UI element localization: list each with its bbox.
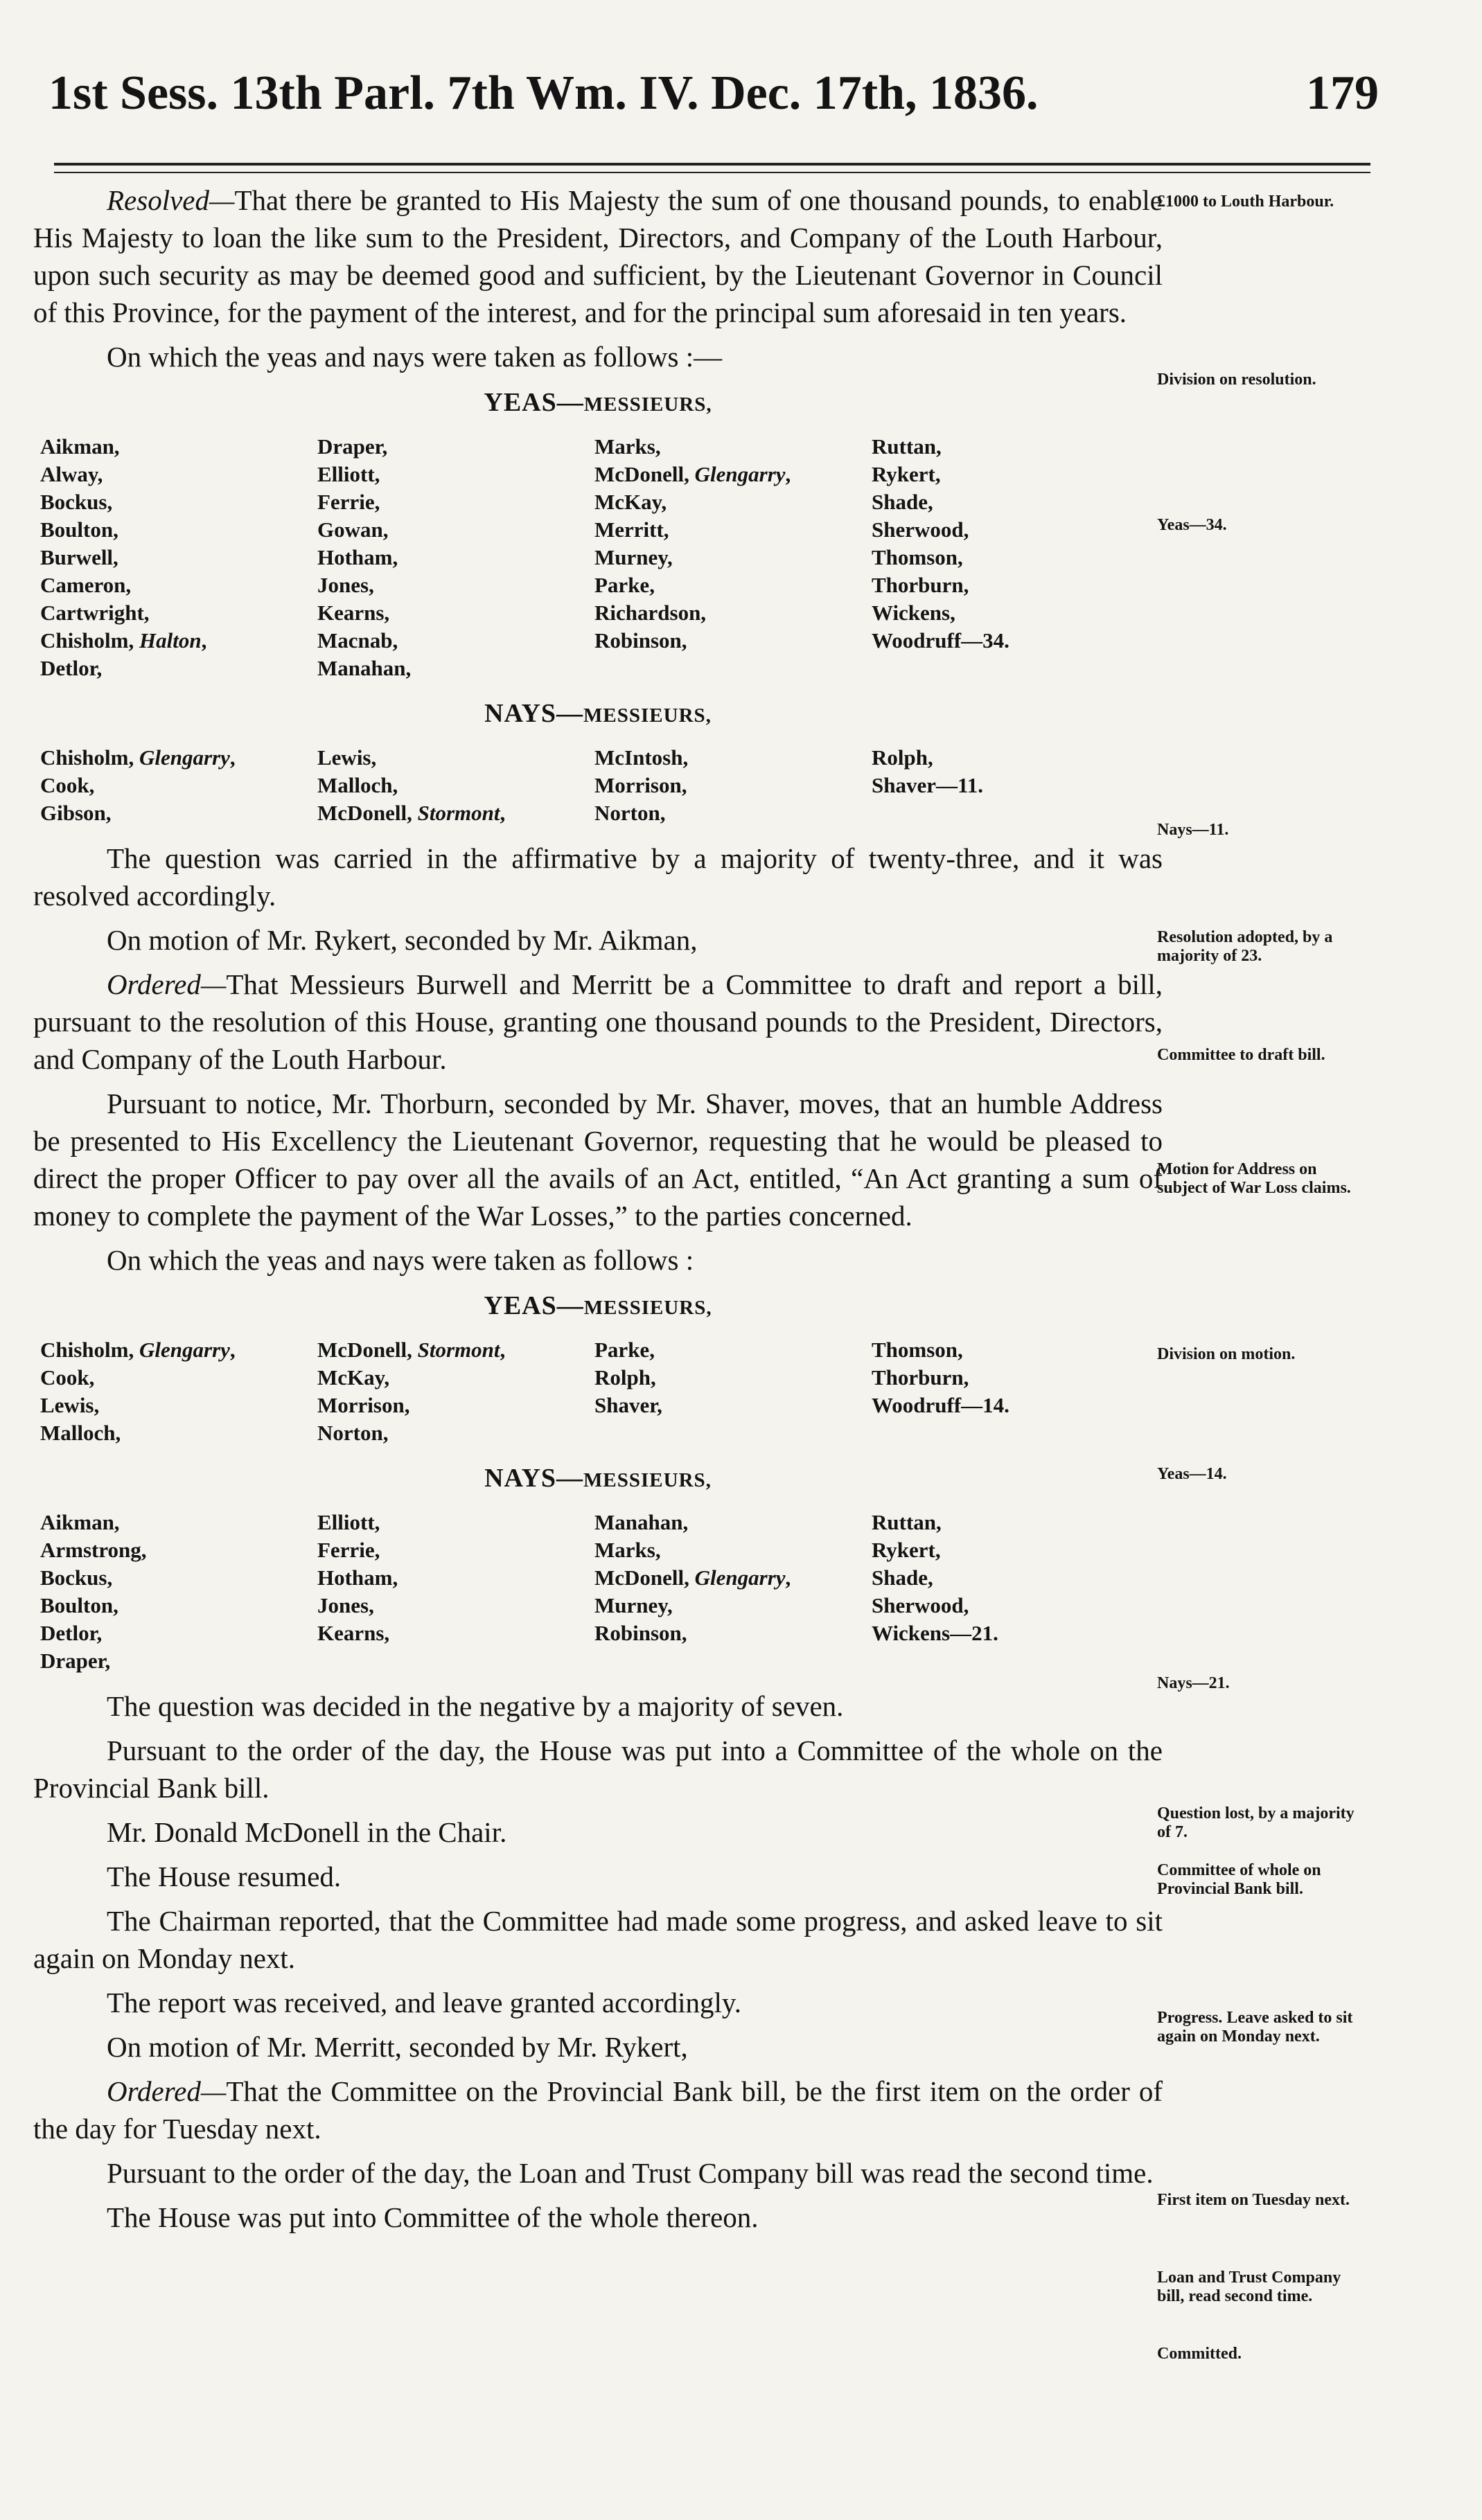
margin-note-division-motion: Division on motion.: [1157, 1345, 1296, 1363]
member-name: McDonell, Stormont,: [317, 1338, 506, 1362]
resumed-paragraph: The House resumed.: [107, 1861, 342, 1892]
member-name: Chisholm, Glengarry,: [40, 745, 236, 770]
member-name: Bockus,: [40, 1565, 113, 1590]
member-name: McDonell, Glengarry,: [594, 1565, 791, 1590]
member-name: [872, 799, 1149, 827]
name-row: [40, 1419, 1149, 1447]
member-name: Kearns,: [317, 1621, 390, 1645]
member-name: Burwell,: [40, 545, 118, 569]
body-text: [33, 181, 1163, 2243]
nays-heading-2: NAYS—MESSIEURS,: [484, 1464, 712, 1493]
name-row: [40, 544, 1149, 571]
margin-note-yeas-34: Yeas—34.: [1157, 516, 1227, 534]
name-row: [40, 433, 1149, 461]
member-name: Detlor,: [40, 1621, 103, 1645]
chair-paragraph: Mr. Donald McDonell in the Chair.: [107, 1816, 507, 1848]
margin-note-yeas-14: Yeas—14.: [1157, 1465, 1227, 1483]
name-row: [40, 772, 1149, 799]
ordered-paragraph-2: Ordered—That the Committee on the Provincial Bank bill, be the first item on the order of the day for Tuesday next.: [33, 2075, 1163, 2145]
member-name: [872, 1647, 1149, 1675]
member-name: Manahan,: [317, 656, 412, 680]
member-name: Shaver—11.: [872, 773, 984, 797]
margin-note-committed: Committed.: [1157, 2345, 1242, 2363]
report-received-paragraph: The report was received, and leave granted accordingly.: [107, 1987, 741, 2018]
motion-paragraph-1: On motion of Mr. Rykert, seconded by Mr. Aikman,: [107, 924, 698, 956]
margin-note-resolution-adopted: Resolution adopted, by a majority of 23.: [1157, 928, 1333, 965]
member-name: McDonell, Stormont,: [317, 801, 506, 825]
member-name: Ferrie,: [317, 1538, 380, 1562]
name-row: [40, 1592, 1149, 1620]
member-name: Hotham,: [317, 545, 398, 569]
margin-note-address-motion: Motion for Address on subject of War Loss claims.: [1157, 1160, 1351, 1197]
name-row: [40, 1509, 1149, 1536]
margin-note-committee-whole: Committee of whole on Provincial Bank bill.: [1157, 1861, 1321, 1898]
member-name: Cameron,: [40, 573, 132, 597]
margin-note-progress: Progress. Leave asked to sit again on Monday next.: [1157, 2009, 1353, 2046]
member-name: Macnab,: [317, 628, 398, 653]
member-name: Merritt,: [594, 517, 669, 542]
margin-note-nays-21: Nays—21.: [1157, 1674, 1230, 1692]
member-name: Wickens,: [872, 601, 955, 625]
name-row: [40, 488, 1149, 516]
page-number: 179: [1306, 66, 1379, 120]
member-name: Cartwright,: [40, 601, 150, 625]
name-row: [40, 1536, 1149, 1564]
member-name: Detlor,: [40, 656, 103, 680]
member-name: [872, 1419, 1149, 1447]
name-row: [40, 1620, 1149, 1647]
nays-list-2: [40, 1509, 1149, 1675]
member-name: Cook,: [40, 1365, 95, 1390]
member-name: Richardson,: [594, 601, 707, 625]
member-name: Rykert,: [872, 462, 941, 486]
member-name: Morrison,: [317, 1393, 410, 1417]
margin-note-committee-draft: Committee to draft bill.: [1157, 1046, 1325, 1064]
name-row: [40, 571, 1149, 599]
report-paragraph: The Chairman reported, that the Committee had made some progress, and asked leave to sit again on Monday next.: [33, 1905, 1163, 1974]
member-name: Malloch,: [40, 1421, 121, 1445]
member-name: Woodruff—14.: [872, 1393, 1009, 1417]
resolution-paragraph: Resolved—That there be granted to His Majesty the sum of one thousand pounds, to enable His Majesty to loan the like sum to the President, Directors, and Company of the Louth Harbour, upon such security as may be deemed good and sufficient, by the Lieutenant Governor in Council of this Province, for the payment of the interest, and for the principal sum aforesaid in ten years.: [33, 184, 1163, 328]
member-name: McDonell, Glengarry,: [594, 462, 791, 486]
member-name: Marks,: [594, 434, 661, 459]
member-name: Lewis,: [40, 1393, 100, 1417]
committed-paragraph: The House was put into Committee of the whole thereon.: [107, 2201, 759, 2233]
member-name: Parke,: [594, 1338, 655, 1362]
member-name: Manahan,: [594, 1510, 689, 1534]
member-name: Kearns,: [317, 601, 390, 625]
member-name: Woodruff—34.: [872, 628, 1009, 653]
ordered-lead: Ordered—: [107, 968, 227, 1000]
member-name: Chisholm, Glengarry,: [40, 1338, 236, 1362]
member-name: [594, 655, 872, 682]
member-name: Robinson,: [594, 628, 687, 653]
member-name: Alway,: [40, 462, 103, 486]
member-name: Murney,: [594, 1593, 673, 1617]
member-name: Morrison,: [594, 773, 687, 797]
division-intro-1: On which the yeas and nays were taken as follows :—: [107, 341, 723, 373]
name-row: [40, 627, 1149, 655]
member-name: Aikman,: [40, 1510, 120, 1534]
margin-note-nays-11: Nays—11.: [1157, 821, 1229, 839]
resolved-lead: Resolved—: [107, 184, 235, 216]
member-name: Draper,: [317, 434, 388, 459]
member-name: Shade,: [872, 1565, 933, 1590]
margin-note-loan-trust: Loan and Trust Company bill, read second time.: [1157, 2269, 1341, 2305]
member-name: Elliott,: [317, 1510, 380, 1534]
yeas-heading-2: YEAS—MESSIEURS,: [484, 1291, 712, 1320]
member-name: Ruttan,: [872, 434, 942, 459]
name-row: [40, 599, 1149, 627]
member-name: Marks,: [594, 1538, 661, 1562]
page-header: [48, 66, 1379, 149]
name-row: [40, 744, 1149, 772]
member-name: Thorburn,: [872, 1365, 969, 1390]
header-rule-thin: [54, 172, 1370, 173]
header-rule: [54, 163, 1370, 166]
member-name: Malloch,: [317, 773, 398, 797]
member-name: Boulton,: [40, 517, 118, 542]
member-name: Armstrong,: [40, 1538, 147, 1562]
member-name: Elliott,: [317, 462, 380, 486]
nays-list-1: [40, 744, 1149, 827]
member-name: Boulton,: [40, 1593, 118, 1617]
name-row: [40, 516, 1149, 544]
yeas-heading-1: YEAS—MESSIEURS,: [484, 388, 712, 417]
member-name: McKay,: [594, 490, 667, 514]
member-name: Rolph,: [594, 1365, 656, 1390]
member-name: Sherwood,: [872, 1593, 969, 1617]
member-name: Draper,: [40, 1649, 111, 1673]
result-paragraph-1: The question was carried in the affirmative by a majority of twenty-three, and it was resolved accordingly.: [33, 842, 1163, 912]
member-name: Bockus,: [40, 490, 113, 514]
member-name: Robinson,: [594, 1621, 687, 1645]
running-title: 1st Sess. 13th Parl. 7th Wm. IV. Dec. 17th, 1836.: [48, 66, 1039, 120]
member-name: Ferrie,: [317, 490, 380, 514]
yeas-list-2: [40, 1336, 1149, 1447]
member-name: [317, 1647, 594, 1675]
member-name: Norton,: [594, 801, 666, 825]
member-name: Jones,: [317, 1593, 374, 1617]
member-name: Wickens—21.: [872, 1621, 998, 1645]
member-name: Parke,: [594, 573, 655, 597]
margin-note-louth: £1000 to Louth Harbour.: [1157, 193, 1334, 211]
member-name: Rolph,: [872, 745, 933, 770]
margin-note-division-resolution: Division on resolution.: [1157, 371, 1316, 389]
member-name: Gibson,: [40, 801, 112, 825]
member-name: Shade,: [872, 490, 933, 514]
member-name: Rykert,: [872, 1538, 941, 1562]
member-name: Lewis,: [317, 745, 377, 770]
member-name: Norton,: [317, 1421, 389, 1445]
member-name: Ruttan,: [872, 1510, 942, 1534]
member-name: Cook,: [40, 773, 95, 797]
result-paragraph-2: The question was decided in the negative by a majority of seven.: [107, 1690, 844, 1722]
second-reading-paragraph: Pursuant to the order of the day, the Loan and Trust Company bill was read the second time.: [107, 2157, 1154, 2189]
nays-heading-1: NAYS—MESSIEURS,: [484, 699, 712, 728]
member-name: McKay,: [317, 1365, 390, 1390]
member-name: [594, 1647, 872, 1675]
name-row: [40, 655, 1149, 682]
name-row: [40, 461, 1149, 488]
member-name: Jones,: [317, 573, 374, 597]
member-name: Shaver,: [594, 1393, 662, 1417]
ordered-lead-2: Ordered—: [107, 2075, 227, 2107]
member-name: Gowan,: [317, 517, 389, 542]
member-name: Murney,: [594, 545, 673, 569]
name-row: [40, 1392, 1149, 1419]
member-name: [594, 1419, 872, 1447]
division-intro-2: On which the yeas and nays were taken as follows :: [107, 1244, 694, 1276]
member-name: Sherwood,: [872, 517, 969, 542]
name-row: [40, 1336, 1149, 1364]
name-row: [40, 1564, 1149, 1592]
margin-note-question-lost: Question lost, by a majority of 7.: [1157, 1804, 1355, 1841]
member-name: Thomson,: [872, 1338, 963, 1362]
address-motion-paragraph: Pursuant to notice, Mr. Thorburn, seconded by Mr. Shaver, moves, that an humble Address be presented to His Excellency the Lieutenant Governor, requesting that he would be pleased to direct the proper Officer to pay over all the avails of an Act, entitled, “An Act granting a sum of money to complete the payment of the War Losses,” to the parties concerned.: [33, 1088, 1163, 1232]
committee-paragraph: Pursuant to the order of the day, the House was put into a Committee of the whole on the Provincial Bank bill.: [33, 1734, 1163, 1804]
name-row: [40, 1364, 1149, 1392]
member-name: [872, 655, 1149, 682]
member-name: Aikman,: [40, 434, 120, 459]
member-name: Chisholm, Halton,: [40, 628, 207, 653]
member-name: Thorburn,: [872, 573, 969, 597]
margin-note-first-item: First item on Tuesday next.: [1157, 2191, 1350, 2209]
name-row: [40, 799, 1149, 827]
ordered-paragraph-1: Ordered—That Messieurs Burwell and Merritt be a Committee to draft and report a bill, pursuant to the resolution of this House, granting one thousand pounds to the President, Directors, and Company of the Louth Harbour.: [33, 968, 1163, 1075]
member-name: Hotham,: [317, 1565, 398, 1590]
motion-paragraph-2: On motion of Mr. Merritt, seconded by Mr. Rykert,: [107, 2031, 688, 2063]
yeas-list-1: [40, 433, 1149, 682]
member-name: Thomson,: [872, 545, 963, 569]
member-name: McIntosh,: [594, 745, 689, 770]
name-row: [40, 1647, 1149, 1675]
